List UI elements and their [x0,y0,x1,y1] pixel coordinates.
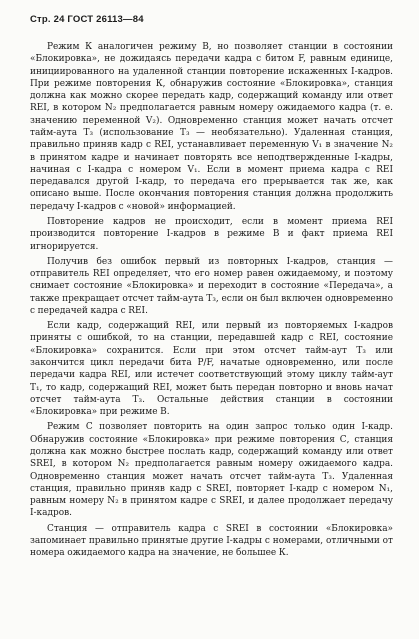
paragraph-srei-sender: Станция — отправитель кадра с SREI в состоянии «Блокировка» запоминает правильно принятые другие I-кадры с номерами, отличными от номера ожидаемого кадра на значение, не большее К. [30,523,393,559]
paragraph-mode-c: Режим С позволяет повторить на один запрос только один I-кадр. Обнаружив состояние «Блокировка» при режиме повторения С, станция должна как можно быстрее послать кадр, содержащий команду или ответ SREI, в котором N₂ предполагается равным номеру ожидаемого кадра. Одновременно станция может начать отсчет тайм-аута T₃. Удаленная станция, правильно приняв кадр с SREI, повторяет I-кадр с номером N₁, равным номеру N₂ в принятом кадре с SREI, и далее продолжает передачу I-кадров. [30,422,393,519]
page-header: Стр. 24 ГОСТ 26113—84 [30,14,144,25]
paragraph-mode-k: Режим К аналогичен режиму В, но позволяет станции в состоянии «Блокировка», не дожидаясь передачи кадра с битом F, равным единице, инициированного на удаленной станции повторение искаженных I-кадров. При режиме повторения К, обнаружив состояние «Блокировка», станция должна как можно скорее передать кадр, содержащий команду или ответ REI, в котором N₂ предполагается равным номеру ожидаемого кадра (т. е. значению переменной V₂). Одновременно станция может начать отсчет тайм-аута T₃ (использование T₃ — необязательно). Удаленная станция, правильно приняв кадр с REI, устанавливает переменную V₁ в значение N₂ в принятом кадре и начинает повторять все неподтвержденные I-кадры, начиная с I-кадра с номером V₁. Если в момент приема кадра с REI передавался другой I-кадр, то передача его прерывается так же, как описано выше. После окончания повторения станция должна продолжить передачу I-кадров с «новой» информацией. [30,42,393,212]
paragraph-error-case: Если кадр, содержащий REI, или первый из повторяемых I-кадров приняты с ошибкой, то на станции, передавшей кадр с REI, состояние «Блокировка» сохранится. Если при этом отсчет тайм-аут T₃ или закончится цикл передачи бита P/F, начатые одновременно, или после передачи кадра REI, или истечет соответствующий этому циклу тайм-аут T₁, то кадр, содержащий REI, может быть передан повторно и вновь начат отсчет тайм-аута T₃. Остальные действия станции в состоянии «Блокировка» при режиме В. [30,321,393,418]
paragraph-no-repeat: Повторение кадров не происходит, если в момент приема REI производится повторение I-кадров в режиме В и факт приема REI игнорируется. [30,216,393,252]
paragraph-first-repeat: Получив без ошибок первый из повторных I-кадров, станция — отправитель REI определяет, что его номер равен ожидаемому, и поэтому снимает состояние «Блокировка» и переходит в состояние «Передача», а также прекращает отсчет тайм-аута T₃, если он был включен одновременно с передачей кадра с REI. [30,256,393,316]
